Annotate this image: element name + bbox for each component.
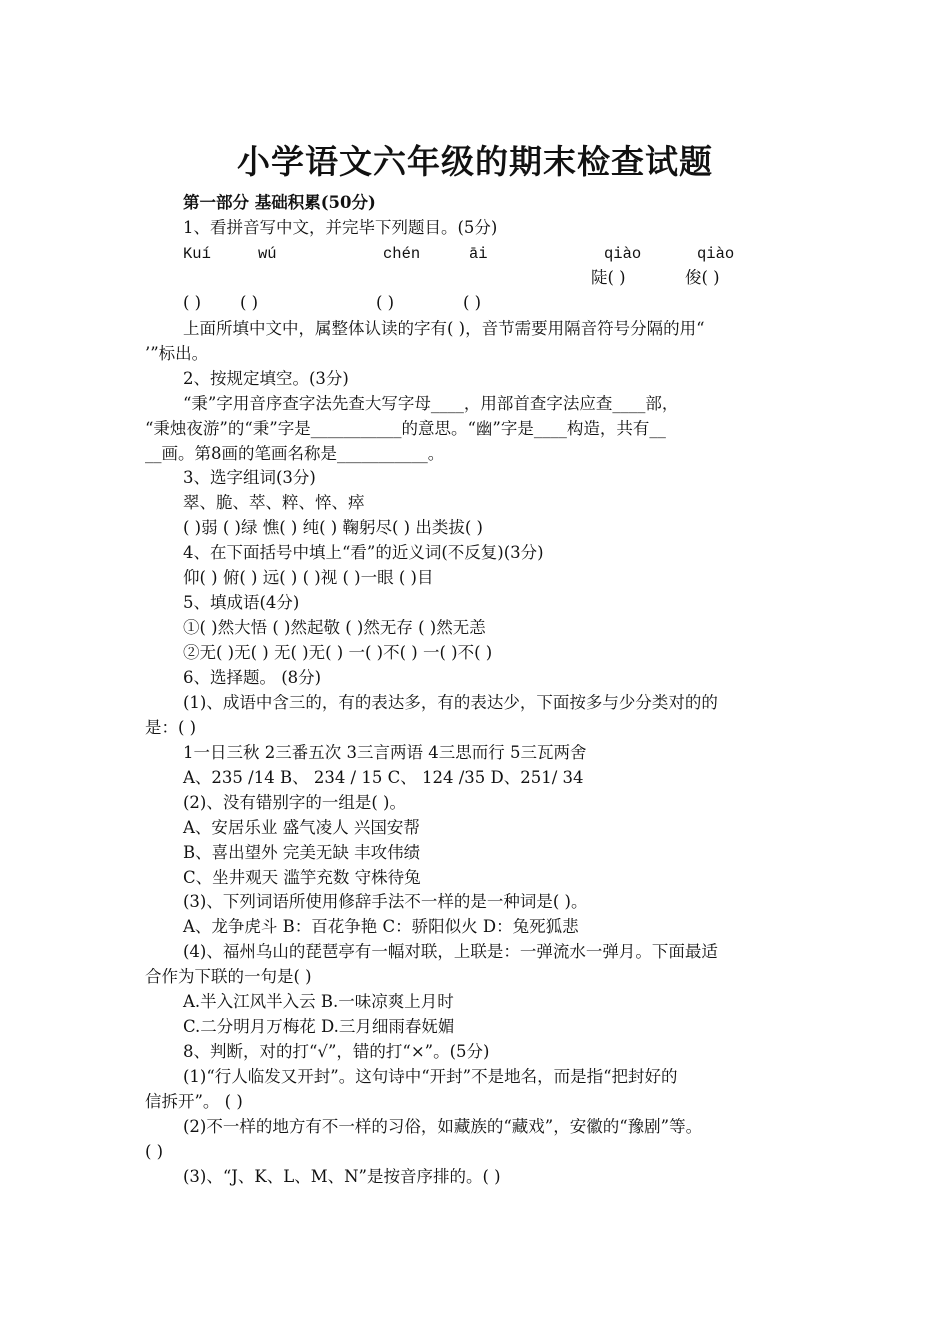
question-8-2-line2: ( ) (145, 1142, 164, 1161)
question-2-line1: “秉”字用音序查字法先查大写字母____，用部首查字法应查____部， (183, 394, 679, 413)
question-8-2-line1: (2)不一样的地方有不一样的习俗，如藏族的“藏戏”，安徽的“豫剧”等。 (183, 1117, 703, 1136)
question-2-line3: __画。第8画的笔画名称是___________。 (145, 444, 445, 463)
pinyin-2: wú (258, 245, 277, 263)
pinyin-3: chén (383, 245, 421, 263)
question-6-3-options: A、龙争虎斗 B：百花争艳 C：骄阳似火 D：兔死狐悲 (183, 917, 579, 936)
answer-blank-2: ( ) (240, 293, 259, 312)
question-6-stem: 6、选择题。 (8分) (183, 668, 322, 687)
pinyin-5: qiào (604, 245, 642, 263)
question-4-stem: 4、在下面括号中填上“看”的近义词(不反复)(3分) (183, 543, 544, 562)
question-8-1-line2: 信拆开”。 ( ) (145, 1092, 243, 1111)
question-6-1-options: 1一日三秋 2三番五次 3三言两语 4三思而行 5三瓦两舍 (183, 743, 587, 762)
question-3-items: ( )弱 ( )绿 憔( ) 纯( ) 鞠躬尽( ) 出类拔( ) (183, 518, 483, 537)
question-2-stem: 2、按规定填空。(3分) (183, 369, 349, 388)
question-3-chars: 翠、脆、萃、粹、悴、瘁 (183, 493, 365, 512)
question-6-4-line1: (4)、福州乌山的琵琶亭有一幅对联，上联是：一弹流水一弹月。下面最适 (183, 942, 718, 961)
question-6-2-option-c: C、坐井观天 滥竽充数 守株待兔 (183, 868, 421, 887)
question-8-stem: 8、判断，对的打“√”，错的打“×”。(5分) (183, 1042, 490, 1061)
question-6-1-line2: 是：( ) (145, 718, 197, 737)
question-6-4-options-cd: C.二分明月万梅花 D.三月细雨春妩媚 (183, 1017, 455, 1036)
answer-blank-4: ( ) (463, 293, 482, 312)
question-1-note-line1: 上面所填中文中，属整体认读的字有( )，音节需要用隔音符号分隔的用“ (183, 319, 705, 338)
char-blank-2: 俊( ) (685, 268, 720, 287)
question-8-1-line1: (1)“行人临发又开封”。这句诗中“开封”不是地名，而是指“把封好的 (183, 1067, 678, 1086)
question-5-line2: ②无( )无( ) 无( )无( ) 一( )不( ) 一( )不( ) (183, 643, 493, 662)
answer-blank-3: ( ) (376, 293, 395, 312)
question-6-1-line1: (1)、成语中含三的，有的表达多，有的表达少，下面按多与少分类对的的 (183, 693, 718, 712)
question-8-3: (3)、“J、K、L、M、N”是按音序排的。( ) (183, 1167, 501, 1186)
question-6-4-line2: 合作为下联的一句是( ) (145, 967, 312, 986)
char-blank-1: 陡( ) (591, 268, 626, 287)
pinyin-6: qiào (697, 245, 735, 263)
question-5-line1: ①( )然大悟 ( )然起敬 ( )然无存 ( )然无恙 (183, 618, 486, 637)
question-4-items: 仰( ) 俯( ) 远( ) ( )视 ( )一眼 ( )目 (183, 568, 434, 587)
question-6-2: (2)、没有错别字的一组是( )。 (183, 793, 406, 812)
question-6-3: (3)、下列词语所使用修辞手法不一样的是一种词是( )。 (183, 892, 588, 911)
question-5-stem: 5、填成语(4分) (183, 593, 300, 612)
question-1-stem: 1、看拼音写中文，并完毕下列题目。(5分) (183, 218, 498, 237)
section-heading: 第一部分 基础积累(50分) (183, 193, 376, 212)
page-title: 小学语文六年级的期末检查试题 (237, 142, 713, 181)
question-6-2-option-b: B、喜出望外 完美无缺 丰攻伟绩 (183, 843, 421, 862)
answer-blank-1: ( ) (183, 293, 202, 312)
pinyin-1: Kuí (183, 245, 211, 263)
question-3-stem: 3、选字组词(3分) (183, 468, 316, 487)
pinyin-4: āi (469, 245, 488, 263)
question-1-note-line2: ’”标出。 (145, 344, 209, 363)
question-6-2-option-a: A、安居乐业 盛气凌人 兴国安帮 (183, 818, 420, 837)
question-2-line2: “秉烛夜游”的“秉”字是___________的意思。“幽”字是____构造，共有__ (145, 419, 666, 438)
question-6-4-options-ab: A.半入江风半入云 B.一味凉爽上月时 (183, 992, 454, 1011)
question-6-1-answers: A、235 /14 B、 234 / 15 C、 124 /35 D、251/ 34 (183, 768, 584, 787)
